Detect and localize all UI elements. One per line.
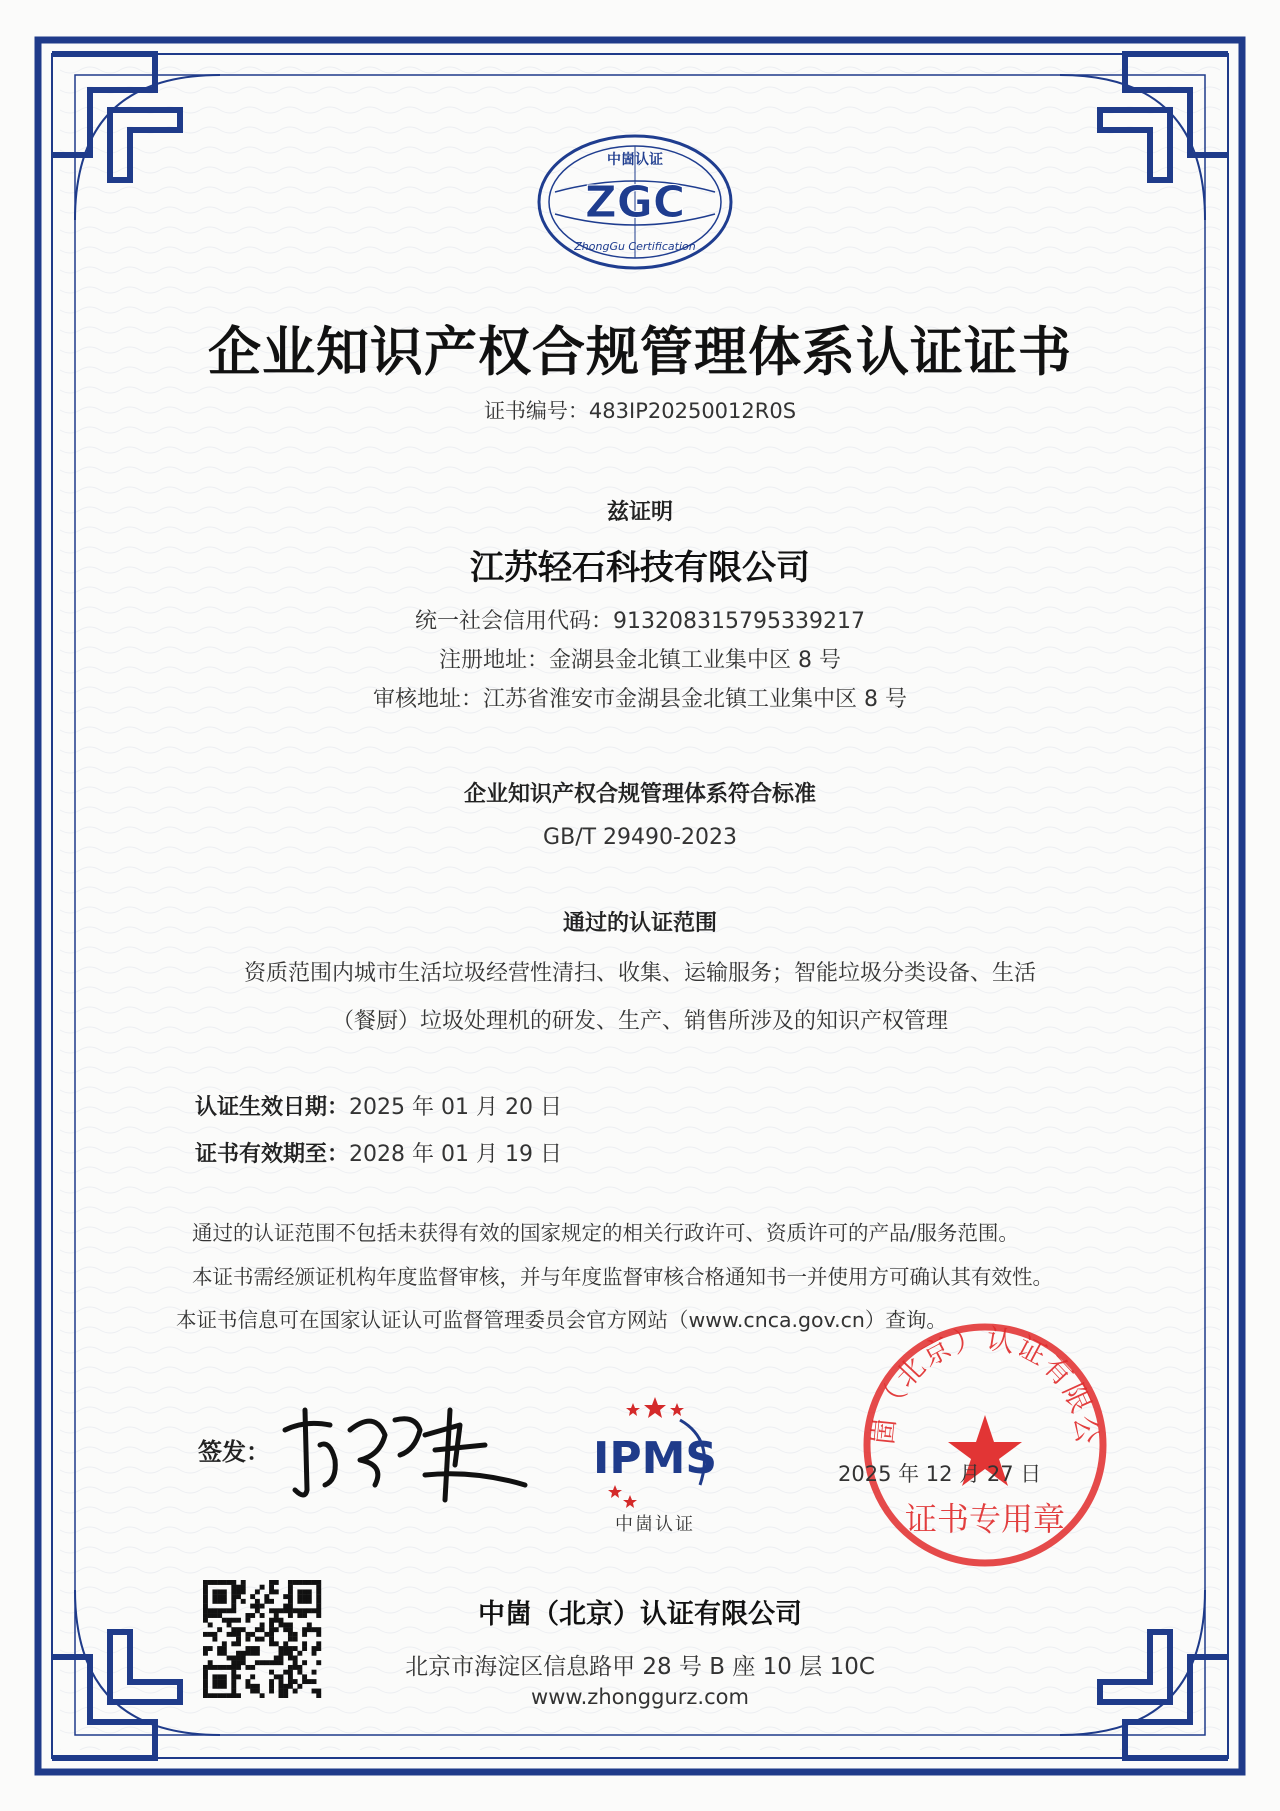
certificate-title: 企业知识产权合规管理体系认证证书: [208, 322, 1072, 383]
standard-code: GB/T 29490-2023: [543, 825, 737, 850]
certify-heading: 兹证明: [606, 500, 673, 525]
company-seal: [860, 1320, 1110, 1570]
expiry-date-label: 证书有效期至：: [195, 1142, 350, 1167]
logo-top-text: 中崮认证: [607, 152, 663, 168]
note-line: 通过的认证范围不包括未获得有效的国家规定的相关行政许可、资质许可的产品/服务范围。: [192, 1221, 1019, 1245]
audit-address: 审核地址：江苏省淮安市金湖县金北镇工业集中区 8 号: [373, 687, 907, 712]
note-line: 本证书信息可在国家认证认可监督管理委员会官方网站（www.cnca.gov.cn）查询。: [176, 1308, 947, 1332]
seal-bottom-text: 证书专用章: [904, 1500, 1066, 1538]
credit-code: 统一社会信用代码：913208315795339217: [415, 609, 865, 634]
effective-date: [195, 1090, 562, 1121]
zgc-logo: [535, 130, 735, 275]
ipms-mark-text: IPMS: [592, 1433, 718, 1484]
effective-date-value: 2025 年 01 月 20 日: [349, 1095, 562, 1120]
scope-heading: 通过的认证范围: [562, 911, 717, 936]
note-line: 本证书需经颁证机构年度监督审核，并与年度监督审核合格通知书一并使用方可确认其有效性。: [192, 1265, 1053, 1289]
issuer-website[interactable]: www.zhonggurz.com: [531, 1685, 749, 1709]
ipms-caption: 中崮认证: [615, 1514, 695, 1535]
issue-date: 2025 年 12 月 27 日: [838, 1462, 1042, 1486]
logo-bottom-text: ZhongGu Certification: [574, 240, 696, 253]
standard-heading: 企业知识产权合规管理体系符合标准: [463, 782, 816, 807]
issuer-address: 北京市海淀区信息路甲 28 号 B 座 10 层 10C: [405, 1654, 875, 1680]
scope-line: （餐厨）垃圾处理机的研发、生产、销售所涉及的知识产权管理: [331, 1009, 948, 1034]
company-name: 江苏轻石科技有限公司: [470, 548, 810, 588]
issuer-name: 中崮（北京）认证有限公司: [478, 1599, 802, 1630]
sign-label: 签发：: [198, 1438, 270, 1466]
scope-line: 资质范围内城市生活垃圾经营性清扫、收集、运输服务；智能垃圾分类设备、生活: [243, 961, 1036, 986]
registered-address: 注册地址：金湖县金北镇工业集中区 8 号: [439, 648, 841, 673]
certificate-number: 证书编号：483IP20250012R0S: [483, 399, 797, 423]
seal-ring-text: 崮（北京）认证有限公: [866, 1322, 1104, 1448]
logo-main-text: ZGC: [584, 177, 686, 228]
expiry-date-value: 2028 年 01 月 19 日: [349, 1142, 562, 1167]
expiry-date: [195, 1137, 562, 1168]
signature: [275, 1390, 535, 1510]
effective-date-label: 认证生效日期：: [195, 1095, 350, 1120]
